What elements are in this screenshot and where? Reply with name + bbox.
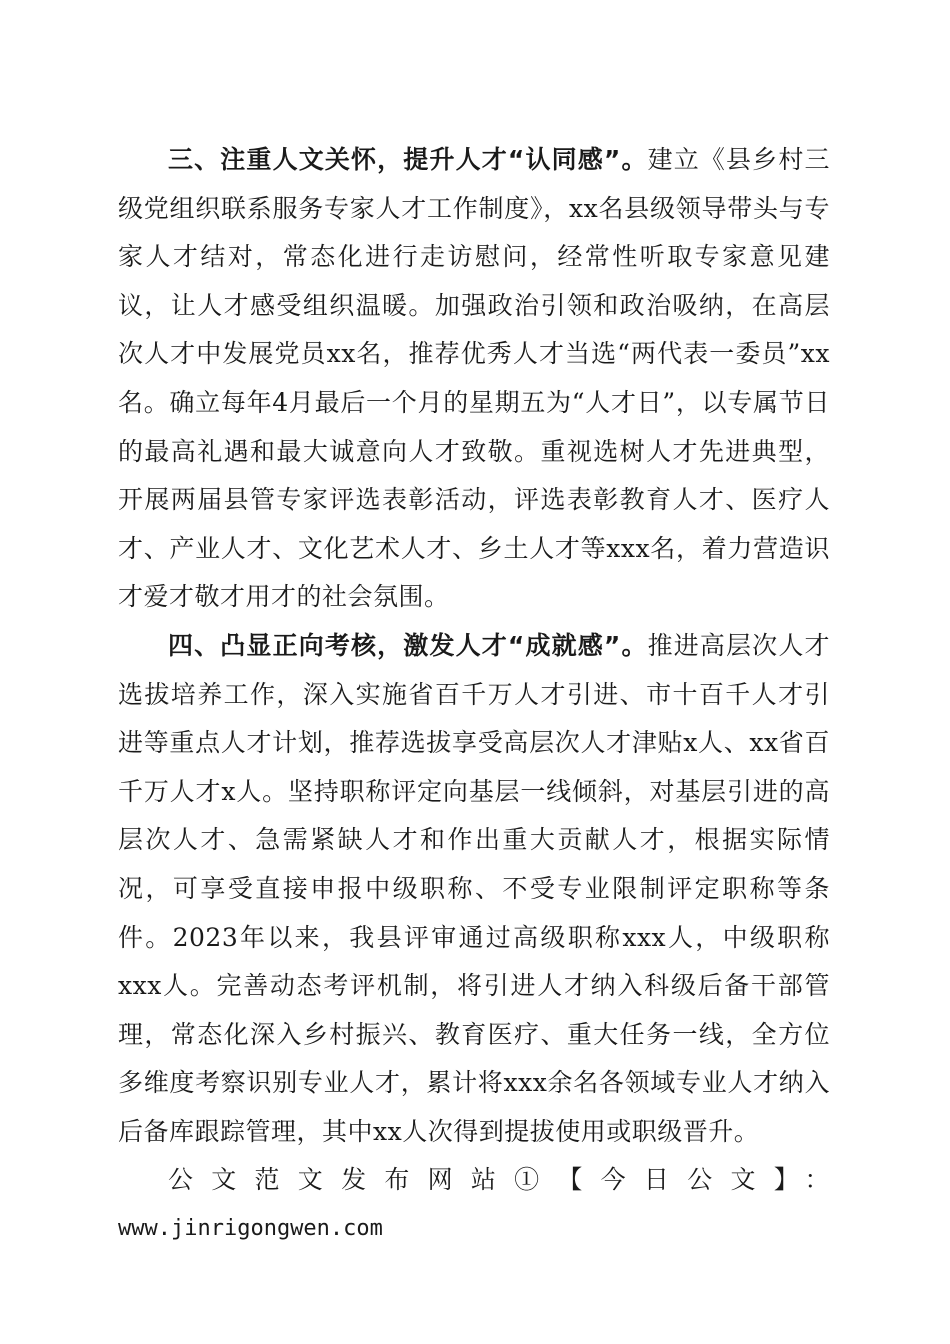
section-4-paragraph (118, 622, 830, 1157)
source-url[interactable]: www.jinrigongwen.com (118, 1216, 383, 1242)
section-4-heading: 四、凸显正向考核，激发人才“成就感”。 (168, 630, 648, 660)
document-body (118, 136, 830, 1254)
section-3-paragraph (118, 136, 830, 622)
source-label: 公文范文发布网站①【今日公文】： (168, 1165, 830, 1195)
section-4-body: 推进高层次人才选拔培养工作，深入实施省百千万人才引进、市十百千人才引进等重点人才计划，推荐选拔享受高层次人才津贴x人、xx省百千万人才x人。坚持职称评定向基层一线倾斜，对基层引进的高层次人才、急需紧缺人才和作出重大贡献人才，根据实际情况，可享受直接申报中级职称、不受专业限制评定职称等条件。2023年以来，我县评审通过高级职称xxx人，中级职称xxx人。完善动态考评机制，将引进人才纳入科级后备干部管理，常态化深入乡村振兴、教育医疗、重大任务一线，全方位多维度考察识别专业人才，累计将xxx余名各领域专业人才纳入后备库跟踪管理，其中xx人次得到提拔使用或职级晋升。 (118, 630, 830, 1146)
section-3-body: 建立《县乡村三级党组织联系服务专家人才工作制度》，xx名县级领导带头与专家人才结对，常态化进行走访慰问，经常性听取专家意见建议，让人才感受组织温暖。加强政治引领和政治吸纳，在高层次人才中发展党员xx名，推荐优秀人才当选“两代表一委员”xx名。确立每年4月最后一个月的星期五为“人才日”，以专属节日的最高礼遇和最大诚意向人才致敬。重视选树人才先进典型，开展两届县管专家评选表彰活动，评选表彰教育人才、医疗人才、产业人才、文化艺术人才、乡土人才等xxx名，着力营造识才爱才敬才用才的社会氛围。 (118, 145, 830, 612)
section-3-heading: 三、注重人文关怀，提升人才“认同感”。 (168, 145, 648, 174)
